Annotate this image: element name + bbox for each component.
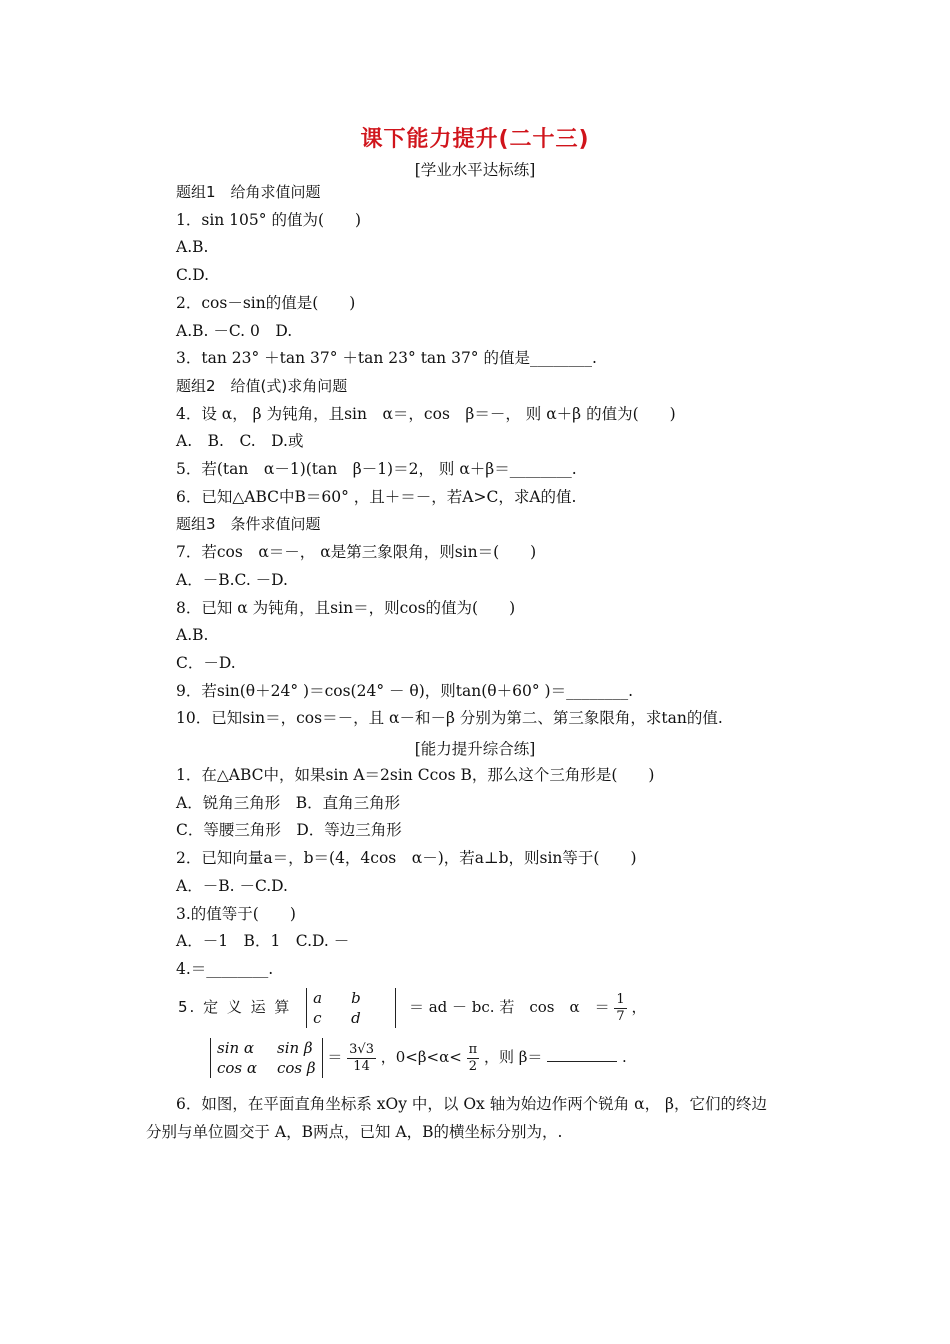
section-heading-basic: [学业水平达标练] [414,161,536,179]
advanced-exercise-line: A．－1 B．1 C.D. － [176,932,350,951]
basic-exercise-line: 8．已知 α 为钝角，且sin＝，则cos的值为( ) [176,598,516,617]
det-b: b [351,989,361,1007]
definition-rhs: ＝ ad － bc. 若 cos α ＝ [408,998,610,1016]
determinant-abcd [306,988,396,1028]
basic-exercise-line: A.B. －C. 0 D. [176,321,293,340]
advanced-exercise-line: 3.的值等于( ) [176,904,296,923]
basic-exercise-line: A. B. C. D.或 [176,432,304,451]
page-title: 课下能力提升(二十三) [360,127,590,152]
frac2-den: 14 [353,1058,370,1074]
equals-sign: ＝ [327,1048,343,1066]
advanced-exercise-line: 1．在△ABC中，如果sin A＝2sin Ccos B，那么这个三角形是( ) [176,766,655,784]
basic-exercise-line: 10．已知sin＝，cos＝－，且 α－和－β 分别为第二、第三象限角，求tan的值. [176,709,723,728]
question-5-line2 [210,1038,627,1078]
period: . [621,1048,627,1066]
det2-b: sin β [277,1039,313,1057]
basic-exercise-line: 4．设 α， β 为钝角，且sin α＝，cos β＝－， 则 α＋β 的值为( ) [176,404,676,423]
basic-exercise-line: 1．sin 105° 的值为( ) [176,210,362,229]
frac2-num: 3√3 [349,1041,374,1057]
question-6 [146,1090,816,1146]
question-5-label: 5. 定 义 运 算 [178,998,292,1016]
basic-exercise-line: 7．若cos α＝－， α是第三象限角，则sin＝( ) [176,543,537,562]
basic-exercise-line: A．－B.C. －D. [176,570,288,589]
basic-exercise-line: 3．tan 23° ＋tan 37° ＋tan 23° tan 37° 的值是________. [176,349,597,368]
answer-blank[interactable] [547,1049,617,1062]
basic-exercise-line: A.B. [176,626,209,645]
frac3-num: π [468,1041,478,1057]
det2-d: cos β [277,1059,316,1077]
basic-exercise-line: 题组3 条件求值问题 [176,515,321,534]
basic-exercise-line: 6．已知△ABC中B＝60° ，且＋＝－，若A>C，求A的值. [176,487,577,506]
fraction-3root3-14 [347,1042,376,1075]
basic-exercise-line: 题组2 给值(式)求角问题 [176,376,348,395]
basic-exercise-line: C．－D. [176,653,236,672]
frac-num: 1 [616,991,625,1007]
fraction-pi-2 [467,1042,480,1075]
section-heading-advanced: [能力提升综合练] [414,740,536,758]
det-d: d [351,1009,361,1027]
basic-exercise-line: 2．cos－sin的值是( ) [176,293,356,312]
advanced-exercise-line: A．锐角三角形 B．直角三角形 [176,793,401,812]
question-6-line2: 分别与单位圆交于 A，B两点，已知 A，B的横坐标分别为，. [146,1123,563,1141]
basic-exercise-line: C.D. [176,266,210,285]
question-6-line1: 6．如图，在平面直角坐标系 xOy 中，以 Ox 轴为始边作两个锐角 α， β，它们的终边 [176,1095,768,1113]
question-5-tail: ，则 β＝ [483,1048,543,1066]
condition-text: ，0<β<α< [380,1048,462,1066]
basic-exercise-line: 5．若(tan α－1)(tan β－1)＝2， 则 α＋β＝________. [176,460,577,478]
comma: ， [631,998,647,1016]
advanced-exercise-line: 4.＝________. [176,959,274,978]
basic-exercise-line: 题组1 给角求值问题 [176,183,321,201]
det2-a: sin α [217,1039,255,1057]
det-c: c [313,1009,322,1027]
frac-den: 7 [616,1008,625,1024]
determinant-trig [210,1038,323,1078]
det2-c: cos α [217,1059,258,1077]
det-a: a [313,989,323,1007]
advanced-exercise-line: 2．已知向量a＝，b＝(4，4cos α－)，若a⊥b，则sin等于( ) [176,849,637,868]
basic-exercise-line: 9．若sin(θ＋24° )＝cos(24° － θ)，则tan(θ＋60° )＝________. [176,681,634,700]
basic-exercise-line: A.B. [176,238,209,257]
advanced-exercise-line: A．－B. －C.D. [176,876,288,895]
question-5-line1 [178,988,646,1028]
advanced-exercise-line: C．等腰三角形 D．等边三角形 [176,821,402,840]
frac3-den: 2 [468,1058,478,1074]
fraction-one-seventh [614,992,626,1025]
